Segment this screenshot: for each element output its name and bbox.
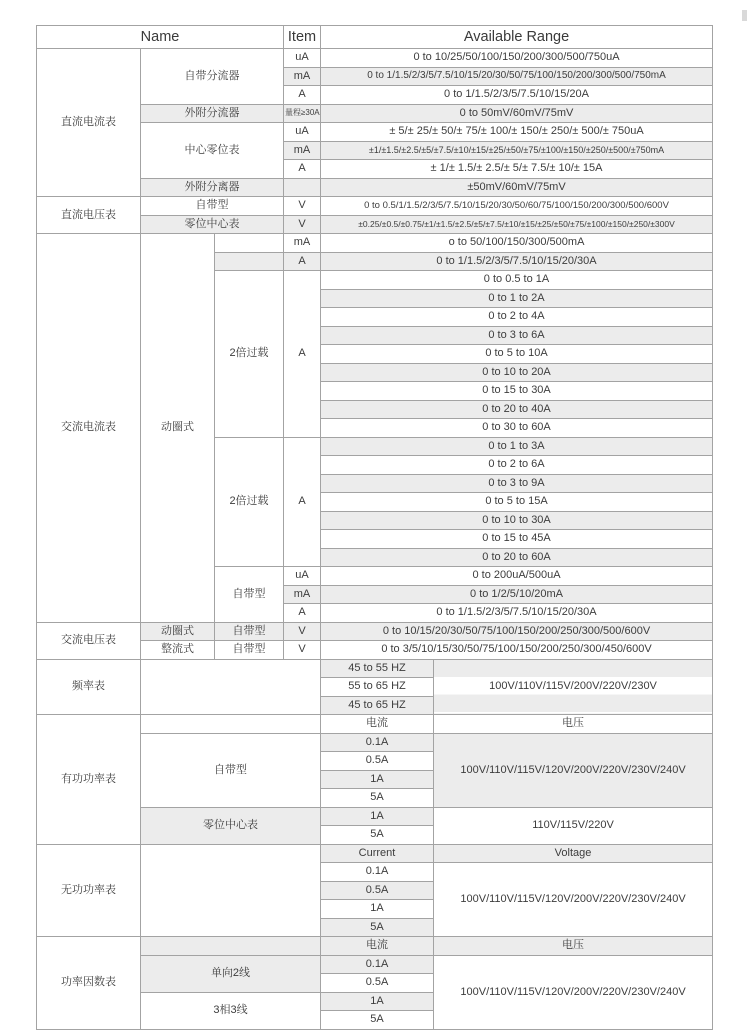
meter-name: 直流电压表 [37,197,141,234]
item-unit: A [284,604,321,623]
table-row [37,844,713,863]
table-row [37,715,713,734]
current-value: 0.1A [321,863,434,882]
meter-name: 无功功率表 [37,844,141,937]
range-value: 0 to 20 to 40A [321,400,713,419]
meter-name: 有功功率表 [37,715,141,845]
voltage-col-header: 电压 [434,715,713,734]
item-unit: mA [284,585,321,604]
item-unit: V [284,215,321,234]
range-value: ± 1/± 1.5/± 2.5/± 5/± 7.5/± 10/± 15A [321,160,713,179]
current-value: 0.1A [321,955,434,974]
current-value: 1A [321,807,434,826]
item-unit: V [284,622,321,641]
voltage-col-header: Voltage [434,844,713,863]
range-value: 0 to 10 to 20A [321,363,713,382]
item-unit: uA [284,123,321,142]
current-value: 5A [321,826,434,845]
frequency-range: 45 to 55 HZ [321,659,434,678]
table-header-row [37,26,713,49]
item-unit: mA [284,141,321,160]
current-value: 1A [321,992,434,1011]
current-value: 0.5A [321,752,434,771]
range-value: 0 to 15 to 30A [321,382,713,401]
range-value: 0 to 10 to 30A [321,511,713,530]
sub-type: 零位中心表 [141,807,321,844]
range-value: 0 to 50mV/60mV/75mV [321,104,713,123]
range-value: 0 to 30 to 60A [321,419,713,438]
current-value: 0.5A [321,881,434,900]
range-value: ±50mV/60mV/75mV [321,178,713,197]
range-value: 0 to 3 to 9A [321,474,713,493]
sub-type: 自带型 [141,197,284,216]
range-value: ±1/±1.5/±2.5/±5/±7.5/±10/±15/±25/±50/±75/±100/±150/±250/±500/±750mA [321,141,713,160]
range-value: 0 to 3/5/10/15/30/50/75/100/150/200/250/300/450/600V [321,641,713,660]
meter-name: 交流电流表 [37,234,141,623]
meter-name: 频率表 [37,659,141,715]
voltage-col-header: 电压 [434,937,713,956]
edge-mark [742,10,747,21]
meter-name: 交流电压表 [37,622,141,659]
item-unit: A [284,86,321,105]
item-unit: A [284,252,321,271]
header-name: Name [37,26,284,49]
sub-type: 动圈式 [141,234,215,623]
sub-type: 2倍过载 [215,271,284,438]
spec-table [36,25,713,1030]
empty-cell [141,715,321,734]
range-value: 0 to 5 to 10A [321,345,713,364]
voltage-range: 100V/110V/115V/120V/200V/220V/230V/240V [434,955,713,1029]
range-value: 0 to 10/25/50/100/150/200/300/500/750uA [321,49,713,68]
sub-type: 动圈式 [141,622,215,641]
range-value: 0 to 15 to 45A [321,530,713,549]
item-unit: A [284,271,321,438]
sub-type: 3相3线 [141,992,321,1029]
meter-name: 功率因数表 [37,937,141,1030]
sub-type: 自带型 [215,567,284,623]
sub-type: 外附分离器 [141,178,284,197]
header-item: Item [284,26,321,49]
range-value: 0 to 1 to 3A [321,437,713,456]
current-col-header: Current [321,844,434,863]
voltage-range: 100V/110V/115V/200V/220V/230V [434,659,713,715]
empty-cell [141,937,321,956]
item-unit: mA [284,234,321,253]
range-value: 0 to 5 to 15A [321,493,713,512]
sub-type: 自带分流器 [141,49,284,105]
header-available-range: Available Range [321,26,713,49]
frequency-range: 55 to 65 HZ [321,678,434,697]
range-value: 0 to 2 to 6A [321,456,713,475]
item-unit: V [284,197,321,216]
meter-name: 直流电流表 [37,49,141,197]
empty-cell [284,178,321,197]
sub-type: 自带型 [215,641,284,660]
empty-cell [141,659,321,715]
table-row [37,234,713,253]
item-unit: 量程≥30A [284,104,321,123]
range-value: 0 to 20 to 60A [321,548,713,567]
range-value: 0 to 200uA/500uA [321,567,713,586]
voltage-range: 100V/110V/115V/120V/200V/220V/230V/240V [434,733,713,807]
item-unit: V [284,641,321,660]
current-value: 5A [321,918,434,937]
range-value: 0 to 10/15/20/30/50/75/100/150/200/250/300/500/600V [321,622,713,641]
current-value: 1A [321,770,434,789]
voltage-range: 110V/115V/220V [434,807,713,844]
range-value: ±0.25/±0.5/±0.75/±1/±1.5/±2.5/±5/±7.5/±10/±15/±25/±50/±75/±100/±150/±250/±300V [321,215,713,234]
range-value: 0 to 1/1.5/2/3/5/7.5/10/15/20/30A [321,604,713,623]
sub-type: 自带型 [141,733,321,807]
range-value: 0 to 2 to 4A [321,308,713,327]
current-col-header: 电流 [321,715,434,734]
empty-cell [215,234,284,253]
table-row [37,937,713,956]
table-row [37,659,713,678]
current-value: 5A [321,1011,434,1030]
current-value: 0.5A [321,974,434,993]
voltage-range: 100V/110V/115V/120V/200V/220V/230V/240V [434,863,713,937]
empty-cell [215,252,284,271]
range-value: 0 to 1/1.5/2/3/5/7.5/10/15/20/30/50/75/100/150/200/300/500/750mA [321,67,713,86]
empty-cell [141,844,321,937]
item-unit: uA [284,567,321,586]
current-col-header: 电流 [321,937,434,956]
frequency-range: 45 to 65 HZ [321,696,434,715]
range-value: 0 to 0.5 to 1A [321,271,713,290]
table-row [37,49,713,68]
sub-type: 自带型 [215,622,284,641]
sub-type: 整流式 [141,641,215,660]
range-value: ± 5/± 25/± 50/± 75/± 100/± 150/± 250/± 500/± 750uA [321,123,713,142]
range-value: 0 to 1 to 2A [321,289,713,308]
range-value: 0 to 1/1.5/2/3/5/7.5/10/15/20/30A [321,252,713,271]
range-value: 0 to 3 to 6A [321,326,713,345]
sub-type: 外附分流器 [141,104,284,123]
table-row [37,197,713,216]
sub-type: 2倍过载 [215,437,284,567]
range-value: o to 50/100/150/300/500mA [321,234,713,253]
current-value: 0.1A [321,733,434,752]
sub-type: 单向2线 [141,955,321,992]
current-value: 5A [321,789,434,808]
table-row [37,622,713,641]
range-value: 0 to 1/1.5/2/3/5/7.5/10/15/20A [321,86,713,105]
range-value: 0 to 0.5/1/1.5/2/3/5/7.5/10/15/20/30/50/60/75/100/150/200/300/500/600V [321,197,713,216]
item-unit: mA [284,67,321,86]
item-unit: uA [284,49,321,68]
current-value: 1A [321,900,434,919]
range-value: 0 to 1/2/5/10/20mA [321,585,713,604]
sub-type: 中心零位表 [141,123,284,179]
item-unit: A [284,160,321,179]
sub-type: 零位中心表 [141,215,284,234]
item-unit: A [284,437,321,567]
